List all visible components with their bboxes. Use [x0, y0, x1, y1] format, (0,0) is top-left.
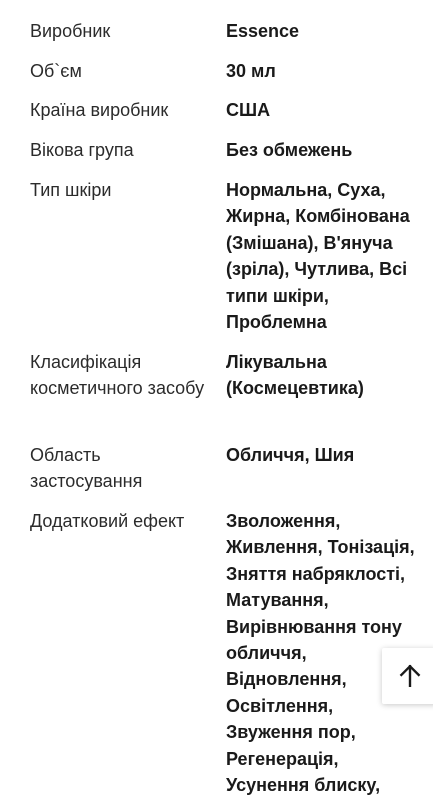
spec-label: Країна виробник: [30, 100, 169, 120]
spec-row-volume: [0, 58, 433, 84]
spec-value: Лікувальна (Космецевтика): [226, 352, 364, 399]
spec-label: Класифікація косметичного засобу: [30, 352, 205, 399]
arrow-up-icon: [397, 663, 423, 689]
spec-value: Зволоження, Живлення, Тонізація, Зняття набряклості, Матування, Вирівнювання тону обличчя, Відновлення, Освітлення, Звуження пор, Регенерація, Усунення блиску,: [226, 511, 415, 796]
scroll-to-top-button[interactable]: [382, 648, 433, 704]
spec-label: Вікова група: [30, 140, 134, 160]
spec-row-application-area: [0, 442, 433, 495]
spec-row-age-group: [0, 137, 433, 163]
spec-label: Виробник: [30, 21, 111, 41]
spec-row-manufacturer: [0, 18, 433, 44]
spec-value: Обличчя, Шия: [226, 445, 355, 465]
spec-row-additional-effect: [0, 508, 433, 798]
spec-value: Без обмежень: [226, 140, 353, 160]
spec-row-skin-type: [0, 177, 433, 335]
spec-label: Тип шкіри: [30, 180, 112, 200]
spec-label: Область застосування: [30, 445, 143, 492]
spec-value: США: [226, 100, 271, 120]
spec-value: Essence: [226, 21, 300, 41]
spec-label: Об`єм: [30, 61, 82, 81]
spec-label: Додатковий ефект: [30, 511, 185, 531]
spec-value: Нормальна, Суха, Жирна, Комбінована (Змішана), В'януча (зріла), Чутлива, Всі типи шкіри, Проблемна: [226, 180, 410, 333]
spec-row-country: [0, 97, 433, 123]
spec-row-classification: [0, 349, 433, 402]
spec-value: 30 мл: [226, 61, 276, 81]
